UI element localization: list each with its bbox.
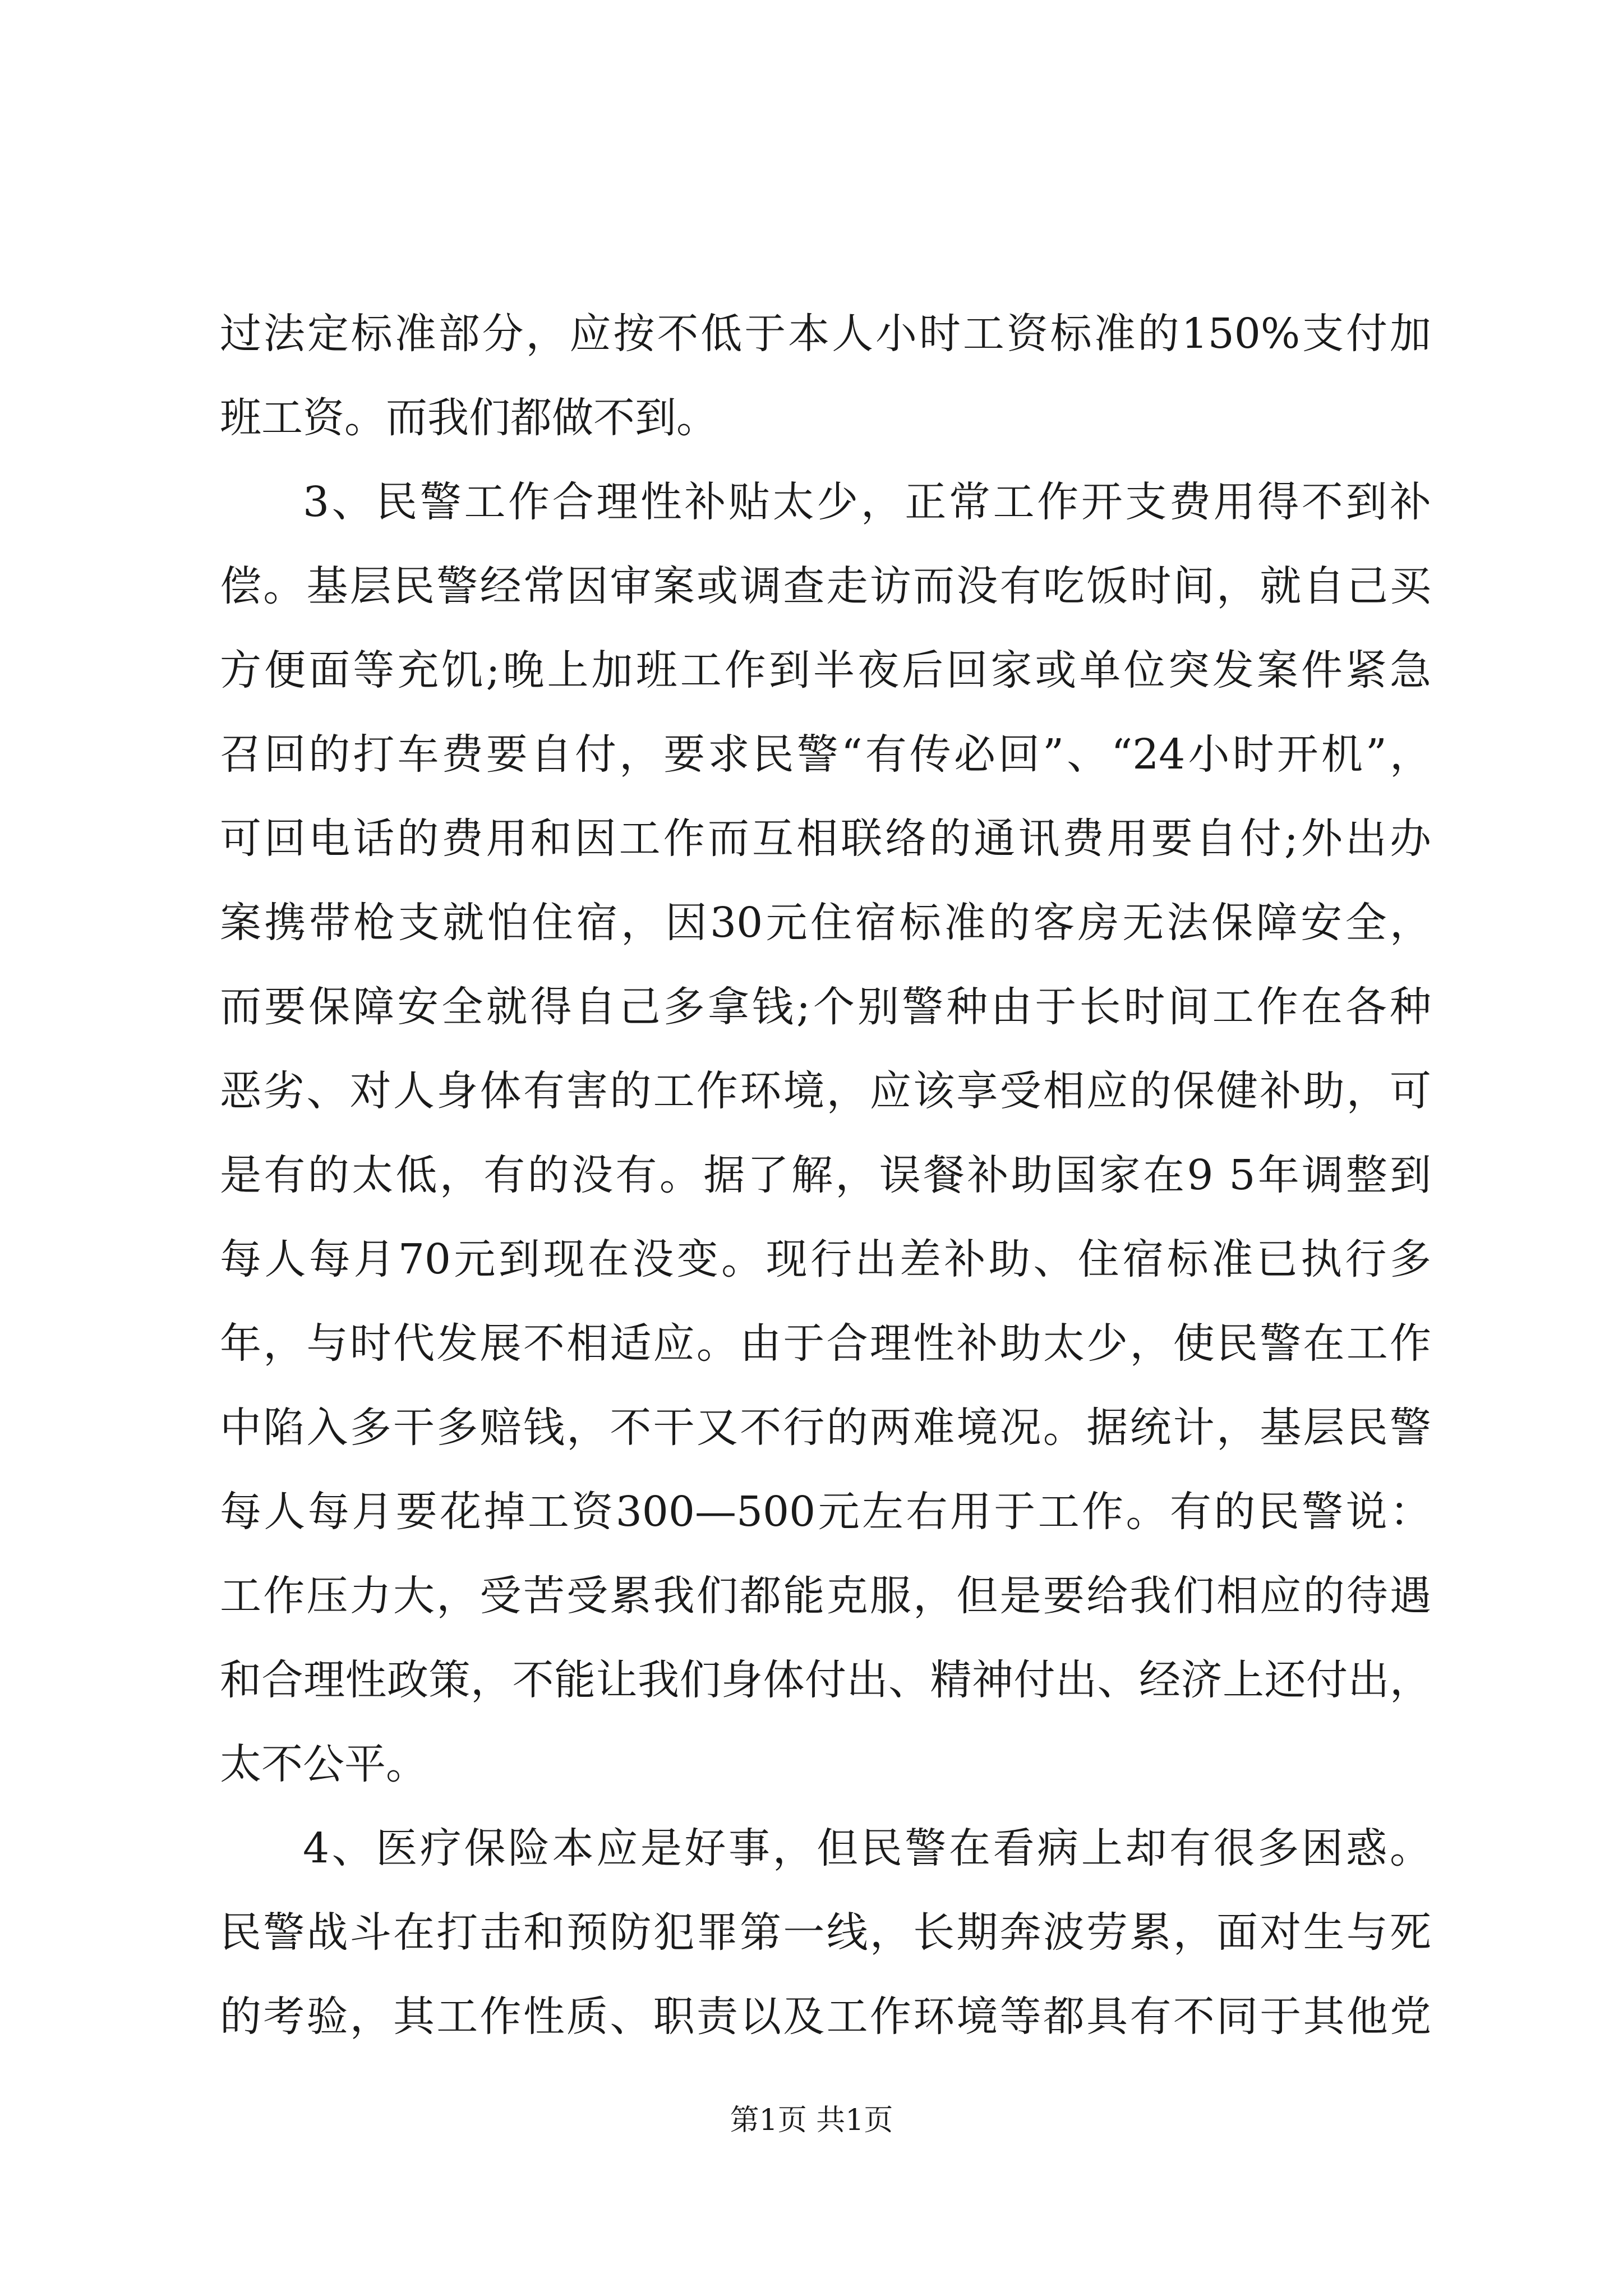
text-line: 太不公平。 [220, 1740, 427, 1788]
text-line: 每人每月要花掉工资300—500元左右用于工作。有的民警说： [220, 1488, 1431, 1536]
text-line: 恶劣、对人身体有害的工作环境，应该享受相应的保健补助，可 [220, 1067, 1431, 1115]
text-line: 而要保障安全就得自己多拿钱;个别警种由于长时间工作在各种 [220, 983, 1431, 1031]
text-line: 工作压力大，受苦受累我们都能克服，但是要给我们相应的待遇 [220, 1572, 1431, 1620]
text-line: 可回电话的费用和因工作而互相联络的通讯费用要自付;外出办 [220, 815, 1431, 863]
text-line: 方便面等充饥;晚上加班工作到半夜后回家或单位突发案件紧急 [220, 646, 1431, 694]
page-number-label: 第1页 共1页 [730, 2104, 893, 2137]
text-line: 班工资。而我们都做不到。 [220, 394, 718, 442]
text-line: 是有的太低，有的没有。据了解，误餐补助国家在9 5年调整到 [220, 1151, 1431, 1199]
text-line: 4、医疗保险本应是好事，但民警在看病上却有很多困惑。 [303, 1824, 1431, 1872]
document-body [220, 292, 1431, 2059]
text-line: 的考验，其工作性质、职责以及工作环境等都具有不同于其他党 [220, 1993, 1431, 2041]
text-line: 民警战斗在打击和预防犯罪第一线，长期奔波劳累，面对生与死 [220, 1908, 1431, 1957]
text-line: 中陷入多干多赔钱，不干又不行的两难境况。据统计，基层民警 [220, 1404, 1431, 1452]
text-line: 案携带枪支就怕住宿，因30元住宿标准的客房无法保障安全， [220, 899, 1431, 947]
page-footer [0, 2098, 1623, 2143]
text-line: 3、民警工作合理性补贴太少，正常工作开支费用得不到补 [303, 478, 1431, 526]
text-line: 每人每月70元到现在没变。现行出差补助、住宿标准已执行多 [220, 1235, 1431, 1283]
text-line: 召回的打车费要自付，要求民警“有传必回”、“24小时开机”， [220, 730, 1431, 779]
text-line: 和合理性政策，不能让我们身体付出、精神付出、经济上还付出， [220, 1656, 1431, 1704]
text-line: 过法定标准部分，应按不低于本人小时工资标准的150%支付加 [220, 310, 1431, 358]
text-line: 年，与时代发展不相适应。由于合理性补助太少，使民警在工作 [220, 1319, 1431, 1368]
text-line: 偿。基层民警经常因审案或调查走访而没有吃饭时间，就自己买 [220, 562, 1431, 610]
